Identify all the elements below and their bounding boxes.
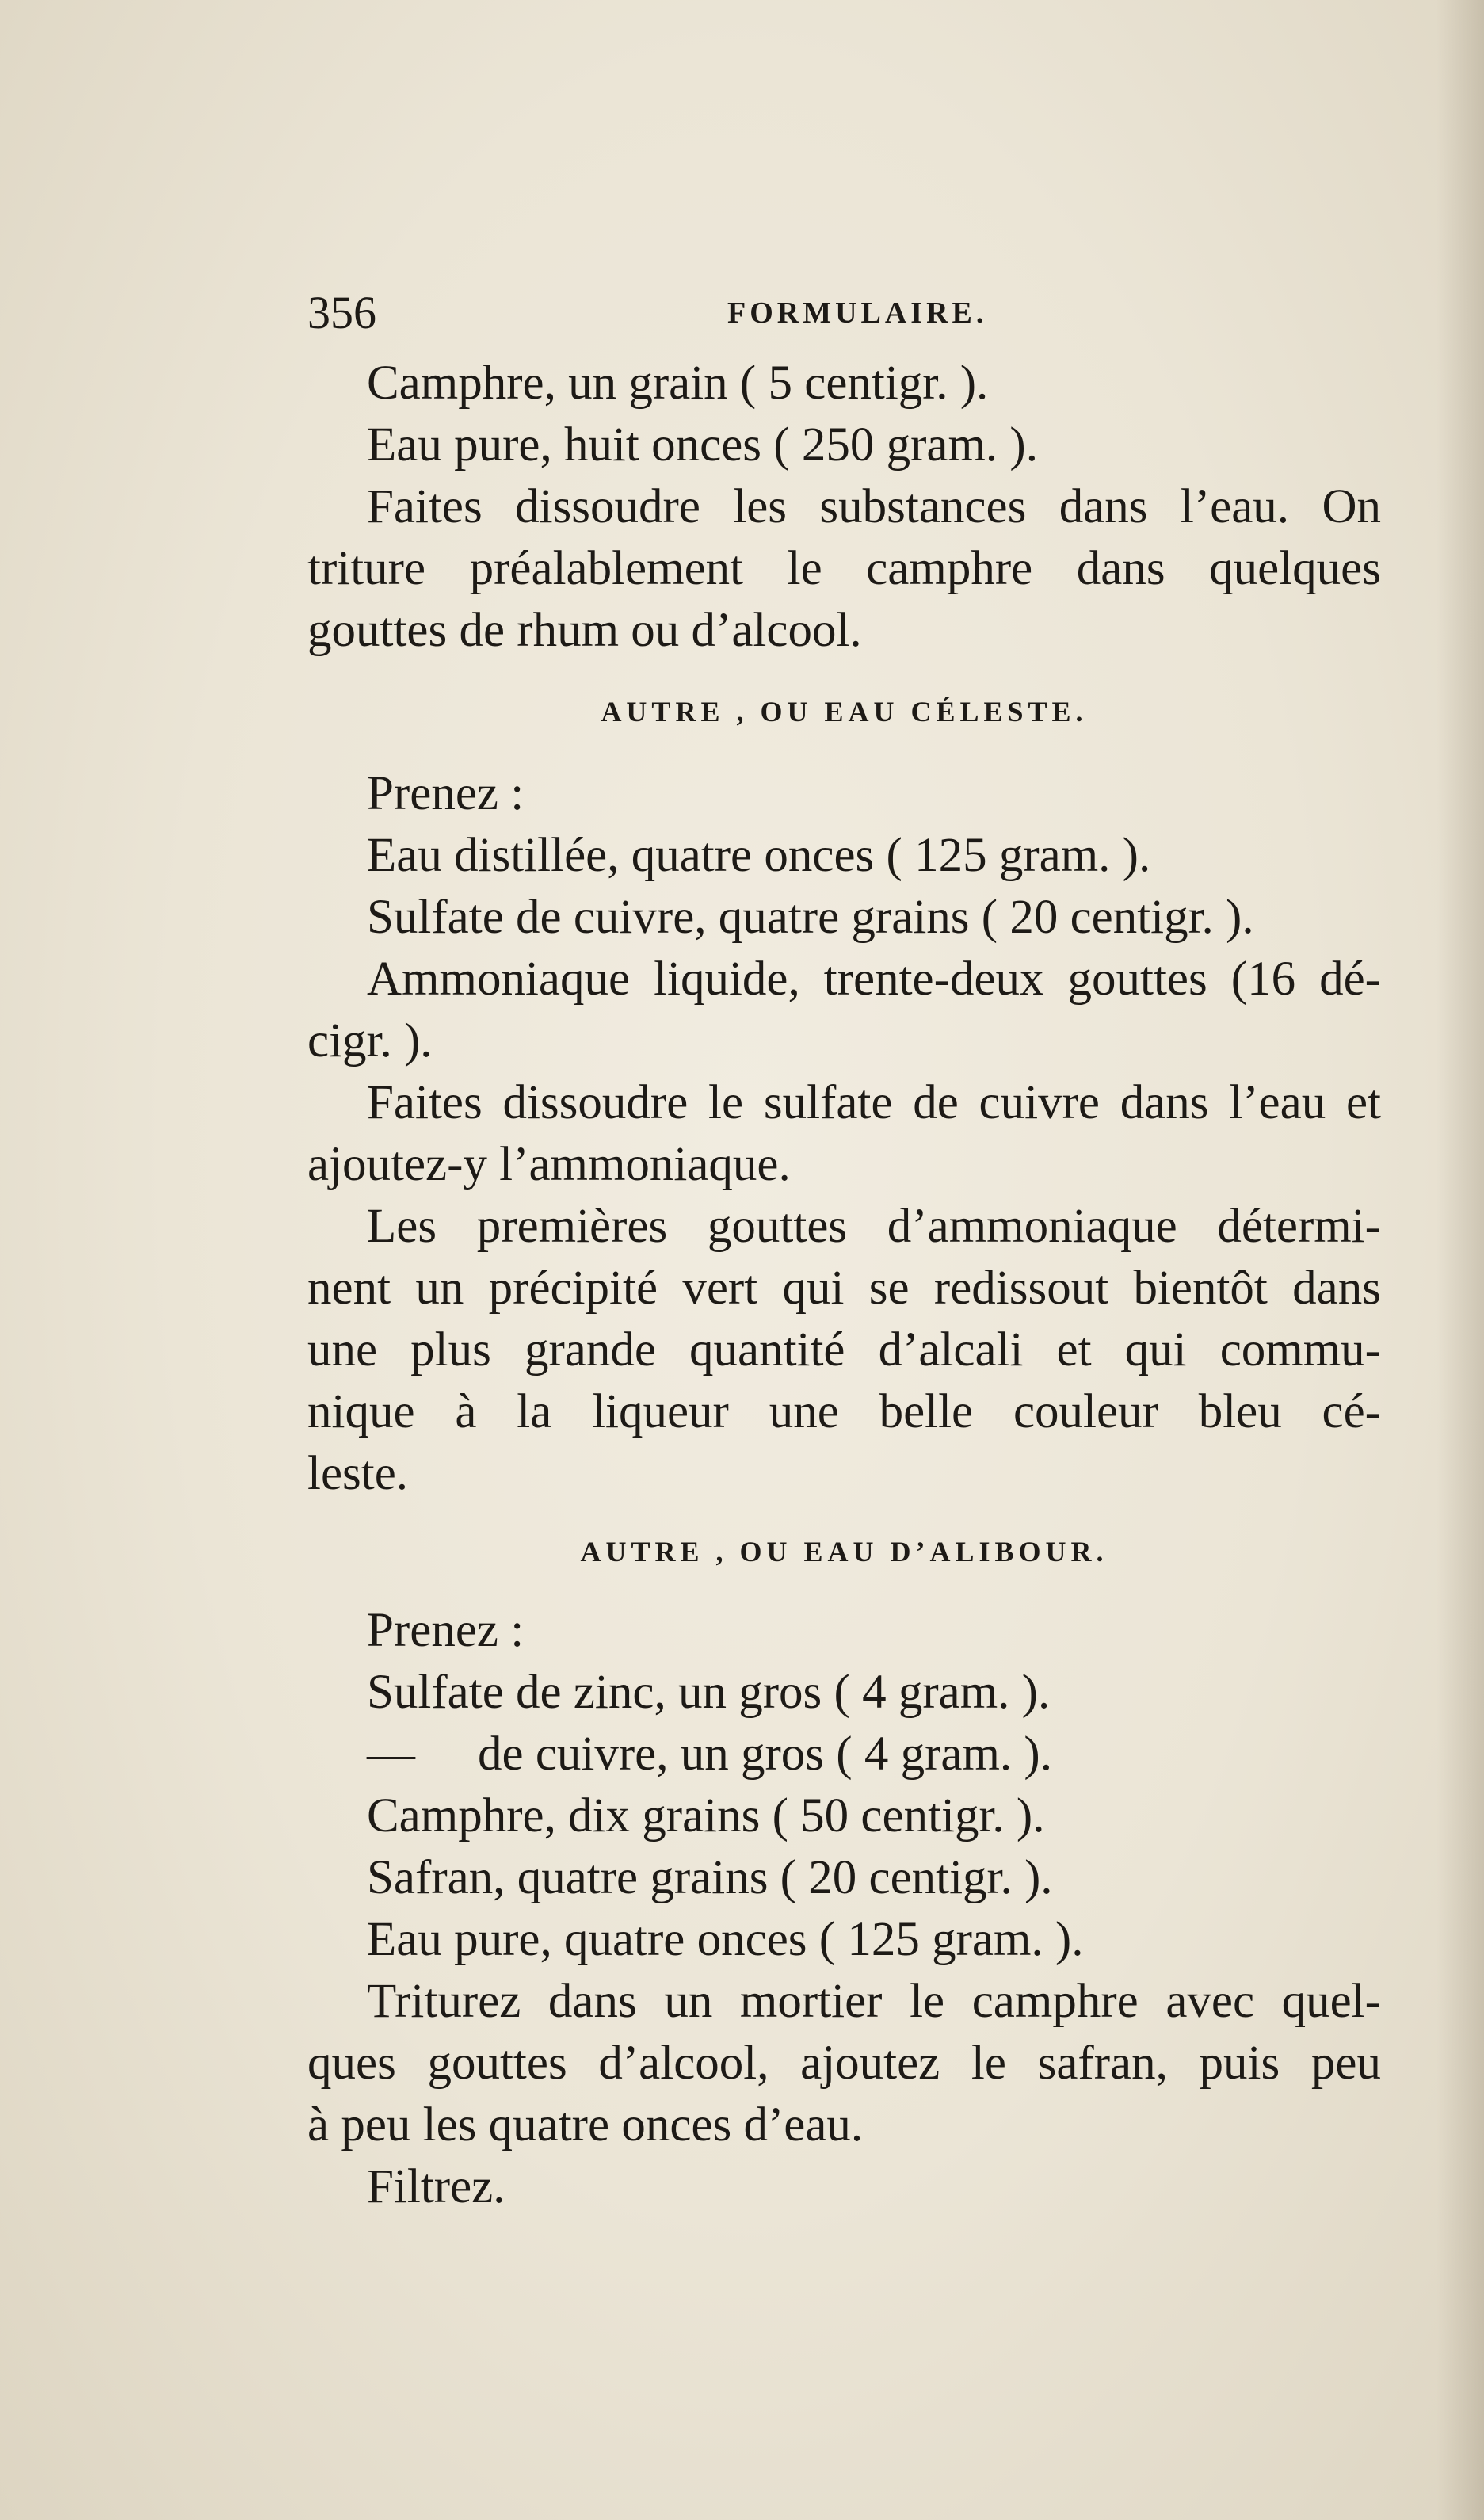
paragraph-line: gouttes de rhum ou d’alcool. [307,604,862,657]
text-block [307,273,1381,2218]
ingredient-line: Safran, quatre grains ( 20 centigr. ). [367,1851,1053,1904]
note-line: nent un précipité vert qui se redissout bientôt dans [307,1262,1381,1315]
page-edge-shadow [1436,0,1484,2520]
note-line: une plus grande quantité d’alcali et qui commu- [307,1323,1381,1376]
running-title: FORMULAIRE. [727,296,988,330]
ingredient-line: Sulfate de cuivre, quatre grains ( 20 centigr. ). [367,891,1254,944]
instruction-line: Triturez dans un mortier le camphre avec quel- [367,1975,1381,2028]
page-header [307,273,1381,353]
ingredient-line: Eau distillée, quatre onces ( 125 gram. ). [367,829,1151,882]
note-line: leste. [307,1447,409,1500]
section-heading: AUTRE , OU EAU D’ALIBOUR. [580,1536,1108,1567]
instruction-line: Faites dissoudre le sulfate de cuivre dans l’eau et [367,1076,1381,1129]
ingredient-line: Sulfate de zinc, un gros ( 4 gram. ). [367,1666,1051,1719]
instruction-line: ajoutez-y l’ammoniaque. [307,1138,791,1191]
section-eau-alibour [307,1532,1381,2218]
ingredient-text: de cuivre, un gros ( 4 gram. ). [478,1728,1053,1781]
instruction-line: à peu les quatre onces d’eau. [307,2098,864,2152]
ingredient-line: Camphre, un grain ( 5 centigr. ). [367,357,989,410]
ingredient-line: Eau pure, quatre onces ( 125 gram. ). [367,1913,1084,1966]
prenez-label: Prenez : [367,1604,525,1657]
ditto-dash: — [367,1728,415,1781]
section-heading: AUTRE , OU EAU CÉLESTE. [601,696,1088,727]
instruction-line: ques gouttes d’alcool, ajoutez le safran, puis peu [307,2037,1381,2090]
note-line: Les premières gouttes d’ammoniaque détermi- [367,1200,1381,1253]
ingredient-line: Camphre, dix grains ( 50 centigr. ). [367,1789,1045,1842]
paragraph-line: triture préalablement le camphre dans quelques [307,542,1381,595]
page-number: 356 [307,287,376,338]
section-eau-celeste [307,692,1381,1505]
ingredient-line: cigr. ). [307,1014,433,1067]
ingredient-line [307,1724,1381,1785]
ingredient-line: Eau pure, huit onces ( 250 gram. ). [367,418,1038,472]
prenez-label: Prenez : [367,767,525,820]
top-section [307,353,1381,662]
ingredient-line: Ammoniaque liquide, trente-deux gouttes (16 dé- [367,953,1381,1006]
final-instruction: Filtrez. [367,2160,505,2213]
note-line: nique à la liqueur une belle couleur bleu cé- [307,1385,1381,1438]
paragraph-line: Faites dissoudre les substances dans l’eau. On [367,480,1381,533]
